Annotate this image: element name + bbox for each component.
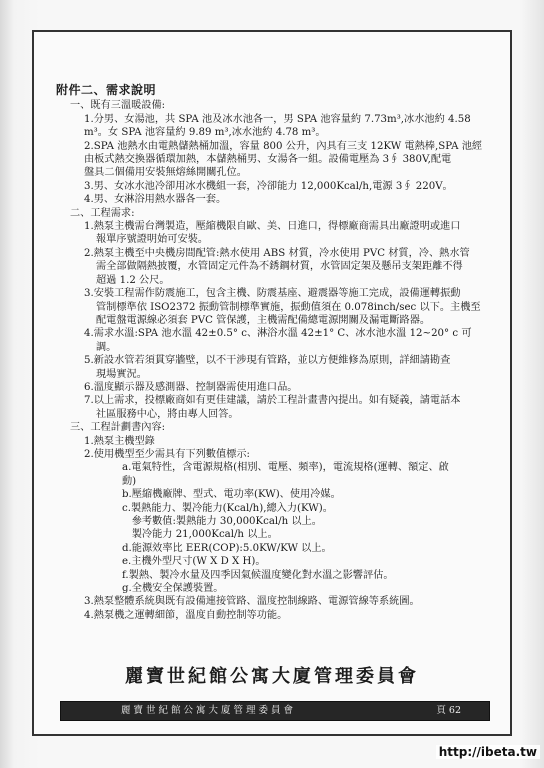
text-line: m³。女 SPA 池容量約 9.89 m³,冰水池約 4.78 m³。 — [84, 127, 326, 139]
requirement-lines — [44, 99, 494, 622]
text-line: e.主機外型尺寸(W X D X H)。 — [122, 556, 266, 568]
text-line: b.壓縮機廠牌、型式、電功率(KW)、使用冷媒。 — [122, 489, 341, 501]
text-line: g.全機安全保護裝置。 — [122, 583, 224, 595]
text-line: 超過 1.2 公尺。 — [96, 274, 170, 286]
text-line: 需全部做隔熱披覆，水管固定元件為不銹鋼材質，水管固定架及懸吊支架距離不得 — [96, 261, 463, 273]
text-line: 3.安裝工程需作防震施工，包含主機、防震基座、避震器等施工完成，設備運轉振動 — [84, 288, 461, 300]
document-body — [44, 84, 494, 622]
text-line: 4.需求水溫:SPA 池水溫 42±0.5° c、淋浴水溫 42±1° C、冰水池水溫 12~20° c 可 — [84, 328, 472, 340]
text-line: 2.使用機型至少需具有下列數值標示: — [84, 448, 250, 460]
section-heading: 二、工程需求: — [70, 207, 135, 219]
text-line: a.電氣特性，含電源規格(相別、電壓、頻率)，電流規格(運轉、額定、啟 — [122, 462, 449, 474]
section-heading: 一、既有三溫暖設備: — [70, 100, 166, 112]
text-line: 報單序號證明始可安裝。 — [96, 234, 209, 246]
text-line: d.能源效率比 EER(COP):5.0KW/KW 以上。 — [122, 542, 332, 554]
text-line: 1.熱泵主機型錄 — [84, 435, 155, 447]
text-line: 7.以上需求，投標廠商如有更佳建議，請於工程計畫書內提出。如有疑義，請電話本 — [84, 395, 461, 407]
text-line: 現場實況。 — [96, 368, 147, 380]
text-line: f.製熱、製冷水量及四季因氣候溫度變化對水溫之影響評估。 — [122, 569, 394, 581]
committee-name: 麗寶世紀館公寓大廈管理委員會 — [125, 666, 419, 687]
text-line: 3.熱泵整體系統與既有設備連接管路、溫度控制線路、電源管線等系統圖。 — [84, 596, 420, 608]
text-line: 2.SPA 池熱水由電熱儲熱桶加溫，容量 800 公升，內具有三支 12KW 電熱棒,SPA 池經 — [84, 140, 483, 152]
text-line: 盤具二個備用安裝無熔絲開關孔位。 — [84, 167, 247, 179]
text-line: 1.熱泵主機需台灣製造，壓縮機限自歐、美、日進口，得標廠商需具出廠證明或進口 — [84, 221, 461, 233]
footer-title: 麗寶世紀館公寓大廈管理委員會 — [121, 705, 297, 716]
section-heading: 三、工程計劃書內容: — [70, 422, 166, 434]
text-line: 2.熱泵主機至中央機房間配管:熱水使用 ABS 材質，冷水使用 PVC 材質，冷、熱水管 — [84, 247, 470, 259]
text-line: 調。 — [96, 341, 117, 353]
text-line: 製冷能力 21,000Kcal/h 以上。 — [122, 529, 278, 541]
watermark: http://ibeta.tw — [436, 745, 540, 759]
text-line: 動) — [122, 475, 137, 487]
text-line: 5.新設水管若須貫穿牆壁，以不干涉現有管路，並以方便維修為原則，詳細請勘查 — [84, 355, 451, 367]
text-line: 4.熱泵機之運轉細節，溫度自動控制等功能。 — [84, 609, 288, 621]
text-line: 管制標準依 ISO2372 振動管制標準實施，振動值須在 0.078inch/sec 以下。主機至 — [96, 301, 481, 313]
text-line: 由板式熱交換器循環加熱，本儲熱桶男、女湯各一組。設備電壓為 3∮ 380V,配電 — [84, 154, 452, 166]
text-line: 4.男、女淋浴用熱水器各一套。 — [84, 194, 227, 206]
text-line: 社區服務中心，將由專人回答。 — [96, 408, 239, 420]
text-line: c.製熱能力、製冷能力(Kcal/h),總入力(KW)。 — [122, 502, 333, 514]
page-number: 頁 62 — [436, 705, 461, 716]
footer-bar — [60, 701, 490, 721]
text-line: 1.分男、女湯池，共 SPA 池及冰水池各一，男 SPA 池容量約 7.73m³,冰水池約 4.58 — [84, 113, 471, 125]
section-title: 附件二、需求說明 — [56, 83, 157, 97]
text-line: 3.男、女冰水池冷卻用冰水機組一套，冷卻能力 12,000Kcal/h,電源 3∮ 220V。 — [84, 180, 453, 192]
text-line: 參考數值:製熱能力 30,000Kcal/h 以上。 — [122, 516, 322, 527]
text-line: 配電盤電源線必須套 PVC 管保護，主機需配備總電源開關及漏電斷路器。 — [96, 314, 431, 326]
text-line: 6.溫度顯示器及感測器、控制器需使用進口品。 — [84, 381, 298, 393]
